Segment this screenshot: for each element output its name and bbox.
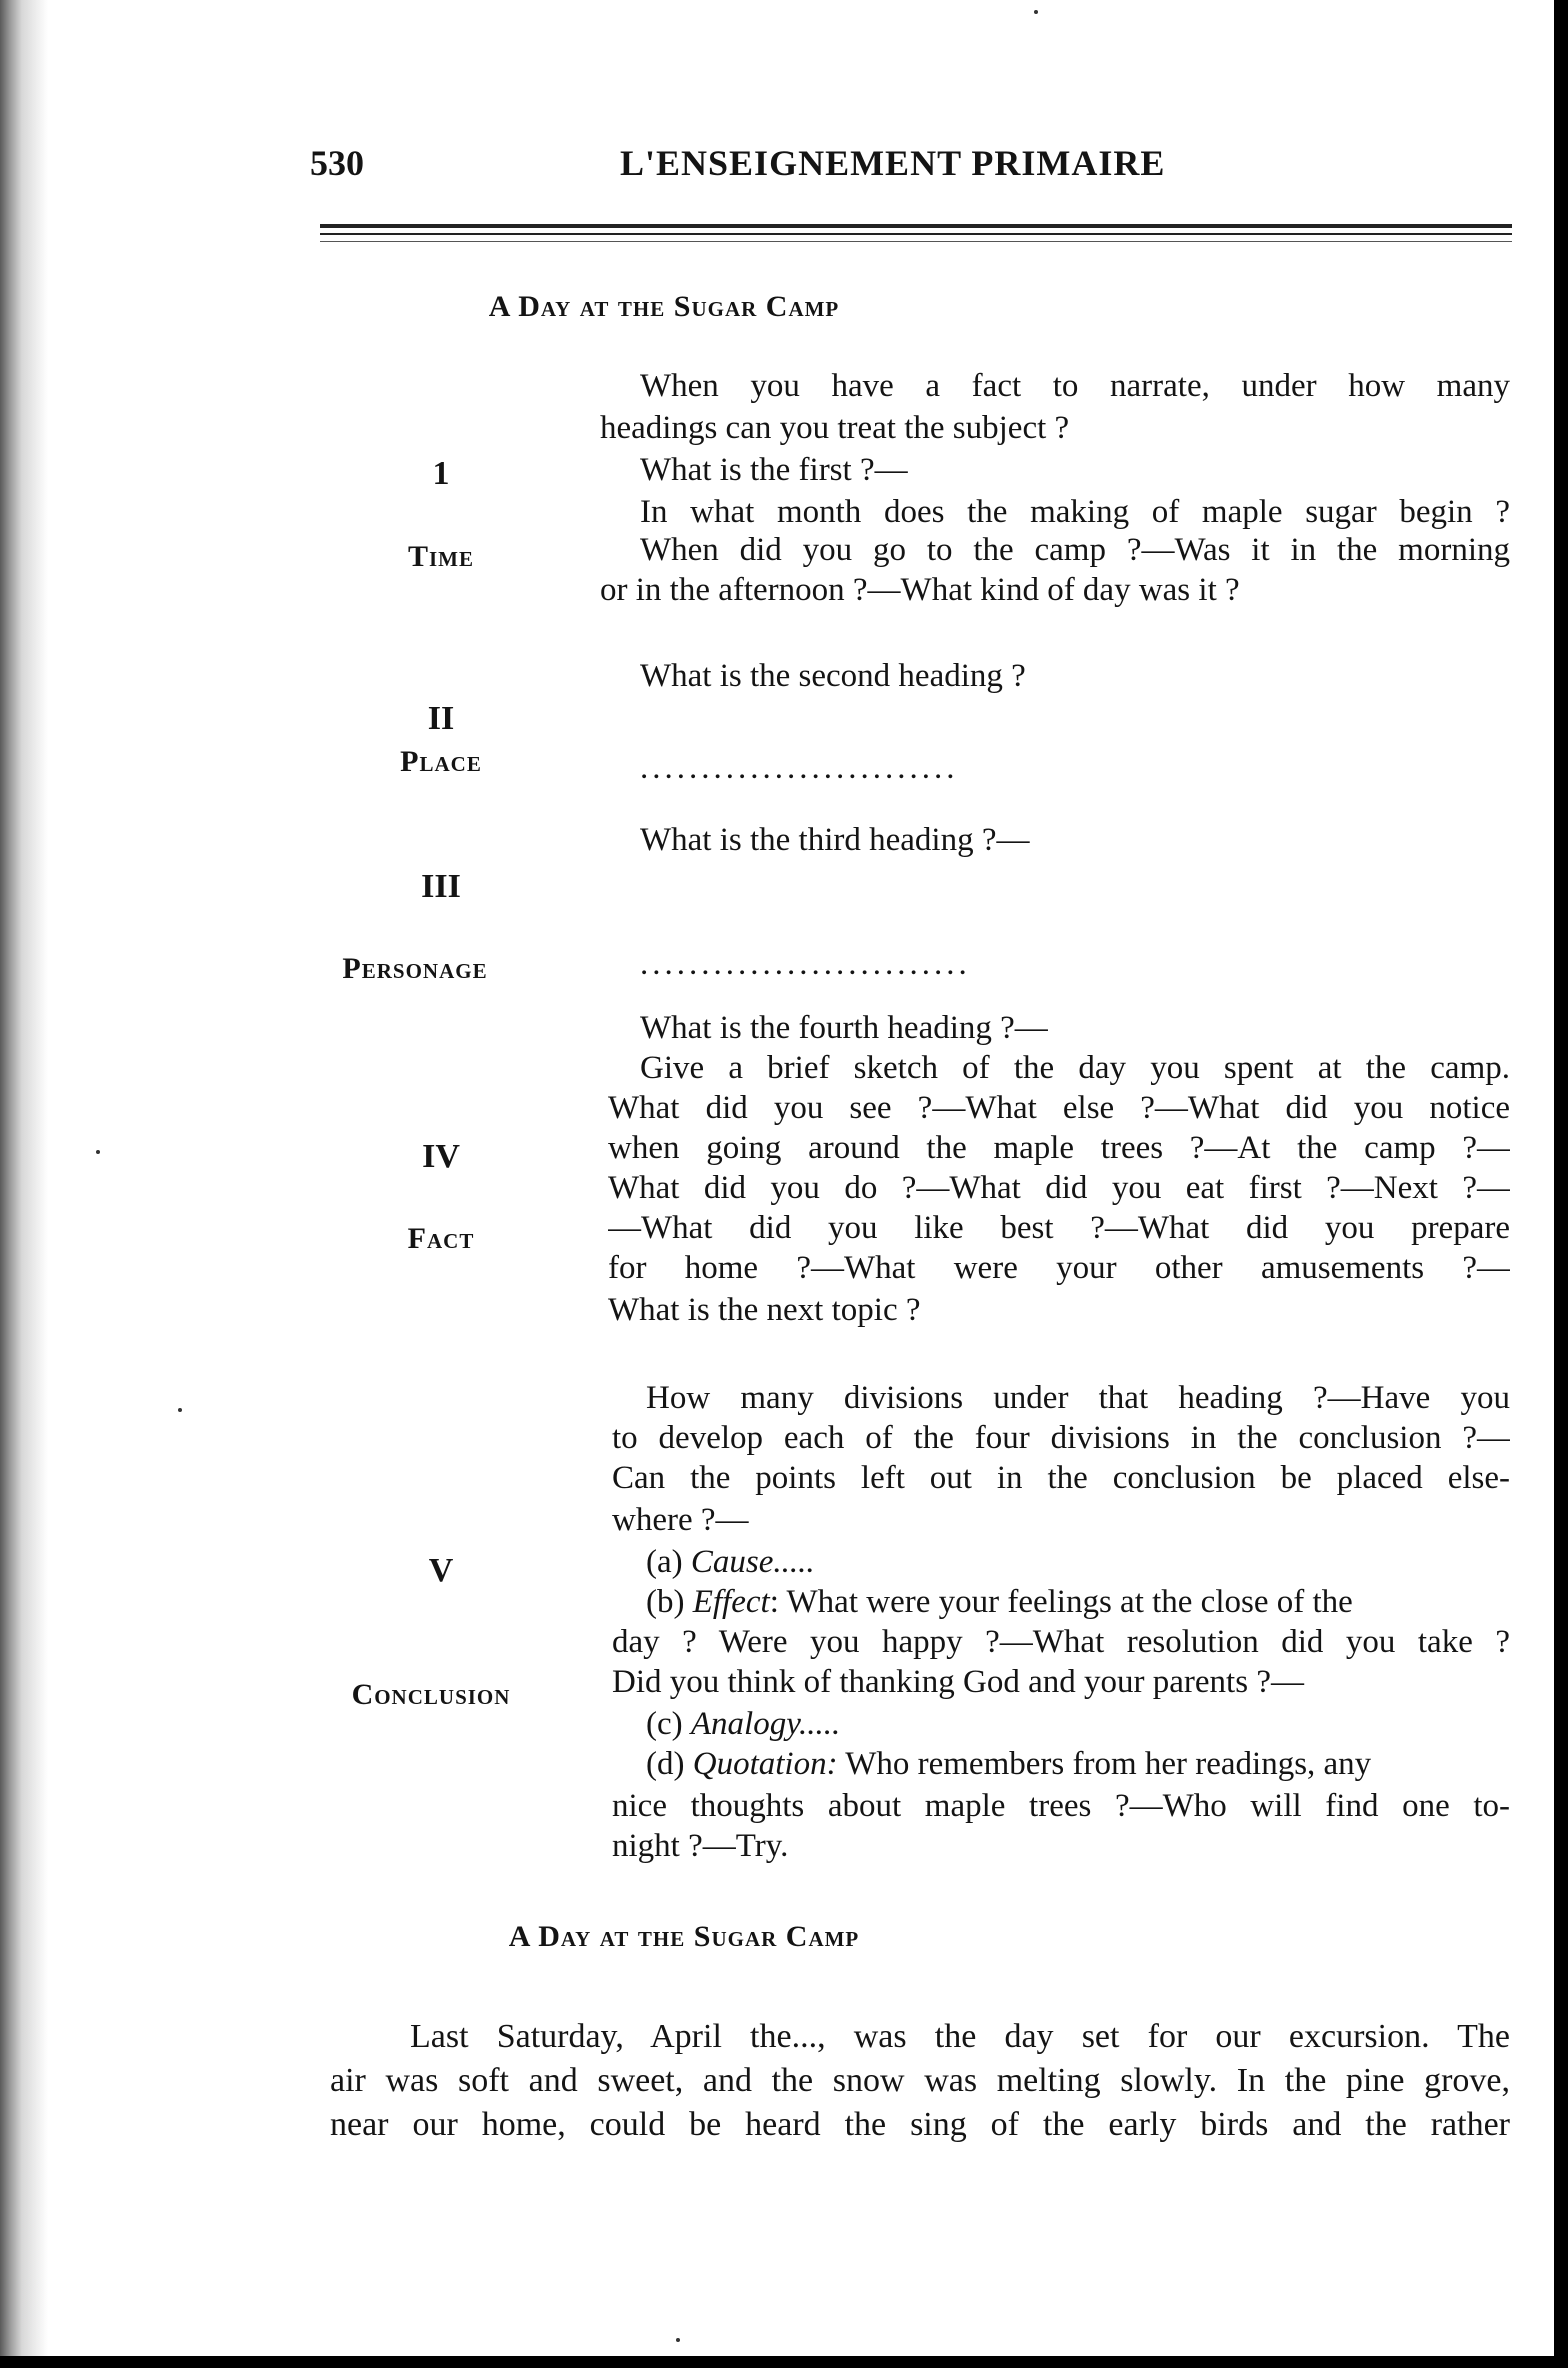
conclusion-item-c xyxy=(646,1704,1558,1744)
question-line: What is the second heading ? xyxy=(640,658,1026,694)
margin-heading-fact: Fact xyxy=(407,1222,475,1255)
running-title: L'ENSEIGNEMENT PRIMAIRE xyxy=(620,143,1166,183)
item-term: Cause..... xyxy=(690,1544,815,1580)
item-text: Who remembers from her readings, any xyxy=(837,1746,1372,1782)
question-line: to develop each of the four divisions in the conclusion ?— xyxy=(612,1420,1510,1456)
scan-speck xyxy=(178,1408,182,1412)
question-line: for home ?—What were your other amusements ?— xyxy=(608,1250,1510,1286)
question-line: In what month does the making of maple sugar begin ? xyxy=(640,494,1510,530)
conclusion-item-d xyxy=(646,1744,1558,1784)
question-line: —What did you like best ?—What did you prepare xyxy=(608,1210,1510,1246)
question-line: What did you see ?—What else ?—What did you notice xyxy=(608,1090,1510,1126)
section-title: A Day at the Sugar Camp xyxy=(508,1920,860,1953)
margin-numeral-5: V xyxy=(428,1552,454,1589)
item-text: : What were your feelings at the close of the xyxy=(769,1584,1353,1620)
item-marker: (a) xyxy=(646,1544,683,1580)
question-line: What is the next topic ? xyxy=(608,1292,921,1328)
question-line: Give a brief sketch of the day you spent at the camp. xyxy=(640,1050,1510,1086)
scan-speck xyxy=(96,1150,100,1154)
item-term: Analogy..... xyxy=(690,1706,841,1742)
margin-numeral-2: II xyxy=(427,700,455,737)
margin-heading-personage: Personage xyxy=(342,952,488,985)
item-term: Quotation: xyxy=(692,1746,838,1782)
page-header xyxy=(310,142,1510,192)
question-line: when going around the maple trees ?—At the camp ?— xyxy=(608,1130,1510,1166)
header-rule xyxy=(320,224,1512,228)
question-line: Did you think of thanking God and your parents ?— xyxy=(612,1664,1304,1700)
question-line: What is the fourth heading ?— xyxy=(640,1010,1048,1046)
item-marker: (c) xyxy=(646,1706,683,1742)
section-title: A Day at the Sugar Camp xyxy=(488,290,840,323)
page-number: 530 xyxy=(310,143,364,183)
margin-heading-time: Time xyxy=(407,540,474,573)
body-line: near our home, could be heard the sing of the early birds and the rather xyxy=(330,2106,1510,2143)
header-rule xyxy=(320,241,1512,242)
body-line: Last Saturday, April the..., was the day set for our excursion. The xyxy=(410,2018,1510,2055)
question-line: What is the first ?— xyxy=(640,452,908,488)
item-term: Effect xyxy=(692,1584,770,1620)
question-line: headings can you treat the subject ? xyxy=(600,410,1070,446)
margin-numeral-4: IV xyxy=(422,1138,460,1175)
placeholder-dots: .......................... xyxy=(640,750,959,786)
item-marker: (b) xyxy=(646,1584,685,1620)
conclusion-item-b xyxy=(646,1582,1558,1622)
book-binding-shadow xyxy=(0,0,48,2368)
question-line: What did you do ?—What did you eat first ?—Next ?— xyxy=(608,1170,1510,1206)
question-line: night ?—Try. xyxy=(612,1828,789,1864)
question-line: What is the third heading ?— xyxy=(640,822,1030,858)
margin-heading-place: Place xyxy=(400,745,482,778)
question-line: day ? Were you happy ?—What resolution did you take ? xyxy=(612,1624,1510,1660)
margin-heading-conclusion: Conclusion xyxy=(351,1678,511,1711)
placeholder-dots: ........................... xyxy=(640,946,971,982)
scan-speck xyxy=(1034,10,1038,14)
header-rule xyxy=(320,233,1512,235)
item-marker: (d) xyxy=(646,1746,685,1782)
question-line: or in the afternoon ?—What kind of day was it ? xyxy=(600,572,1240,608)
margin-numeral-3: III xyxy=(421,868,461,905)
scan-speck xyxy=(676,2338,680,2342)
question-line: nice thoughts about maple trees ?—Who will find one to- xyxy=(612,1788,1510,1824)
question-line: When you have a fact to narrate, under how many xyxy=(640,368,1510,404)
body-line: air was soft and sweet, and the snow was melting slowly. In the pine grove, xyxy=(330,2062,1510,2099)
question-line: How many divisions under that heading ?—Have you xyxy=(646,1380,1510,1416)
question-line: Can the points left out in the conclusion be placed else- xyxy=(612,1460,1510,1496)
margin-numeral-1: 1 xyxy=(432,455,450,492)
question-line: where ?— xyxy=(612,1502,749,1538)
conclusion-item-a xyxy=(646,1542,1558,1582)
question-line: When did you go to the camp ?—Was it in the morning xyxy=(640,532,1510,568)
scan-edge-bottom xyxy=(0,2356,1568,2368)
scan-edge-right xyxy=(1554,0,1568,2368)
